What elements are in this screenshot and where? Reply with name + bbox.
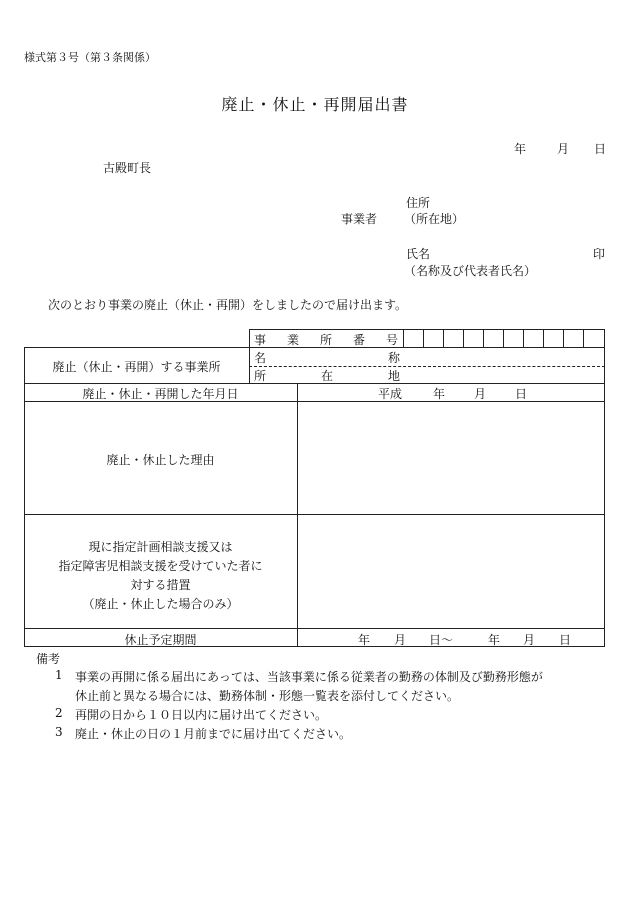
note-text: 廃止・休止の日の１月前までに届け出てください。: [75, 727, 352, 741]
office-number-boxes[interactable]: [404, 330, 604, 347]
note-number: 3: [55, 725, 63, 739]
office-name-label: 名 称: [254, 351, 400, 365]
note-number: 2: [55, 706, 63, 720]
date-year: 年: [433, 387, 446, 401]
office-location-label: 所 在 地: [254, 369, 400, 383]
note-number: 1: [55, 668, 63, 682]
measures-field[interactable]: [298, 515, 604, 628]
office-location-field[interactable]: [404, 367, 604, 383]
address-label: 住所: [406, 196, 431, 210]
office-number-label: 事 業 所 番 号: [254, 333, 398, 347]
name-label: 氏名: [406, 247, 431, 261]
date-month-label: 月: [557, 142, 570, 156]
date-month: 月: [474, 387, 487, 401]
date-day-label: 日: [594, 142, 607, 156]
notes-heading: 備考: [36, 652, 61, 666]
reason-field[interactable]: [298, 402, 604, 514]
period-end-day: 日: [559, 633, 572, 647]
period-start-year: 年: [358, 633, 371, 647]
seal-mark: 印: [593, 247, 606, 261]
intro-text: 次のとおり事業の廃止（休止・再開）をしましたので届け出ます。: [48, 298, 408, 312]
period-start-month: 月: [394, 633, 407, 647]
office-name-field[interactable]: [404, 348, 604, 365]
operator-label: 事業者: [341, 212, 378, 226]
date-day: 日: [515, 387, 528, 401]
name-sub-label: （名称及び代表者氏名）: [404, 264, 537, 278]
change-date-label: 廃止・休止・再開した年月日: [82, 387, 239, 401]
office-label: 廃止（休止・再開）する事業所: [52, 360, 221, 374]
address-sub-label: （所在地）: [404, 212, 465, 226]
note-text: 休止前と異なる場合には、勤務体制・形態一覧表を添付してください。: [75, 689, 460, 703]
period-end-year: 年: [488, 633, 501, 647]
planned-period-label: 休止予定期間: [124, 633, 197, 647]
date-year-label: 年: [514, 142, 527, 156]
date-era: 平成: [378, 387, 403, 401]
period-end-month: 月: [523, 633, 536, 647]
note-text: 事業の再開に係る届出にあっては、当該事業に係る従業者の勤務の体制及び勤務形態が: [75, 670, 543, 684]
addressee: 古殿町長: [103, 161, 152, 175]
document-title: 廃止・休止・再開届出書: [221, 95, 409, 114]
reason-label: 廃止・休止した理由: [106, 453, 215, 467]
period-start-day: 日〜: [429, 633, 454, 647]
form-number: 様式第３号（第３条関係）: [24, 51, 156, 64]
note-text: 再開の日から１０日以内に届け出てください。: [75, 708, 328, 722]
measures-label: 現に指定計画相談支援又は 指定障害児相談支援を受けていた者に 対する措置 （廃止・休止した場合のみ）: [58, 540, 263, 611]
